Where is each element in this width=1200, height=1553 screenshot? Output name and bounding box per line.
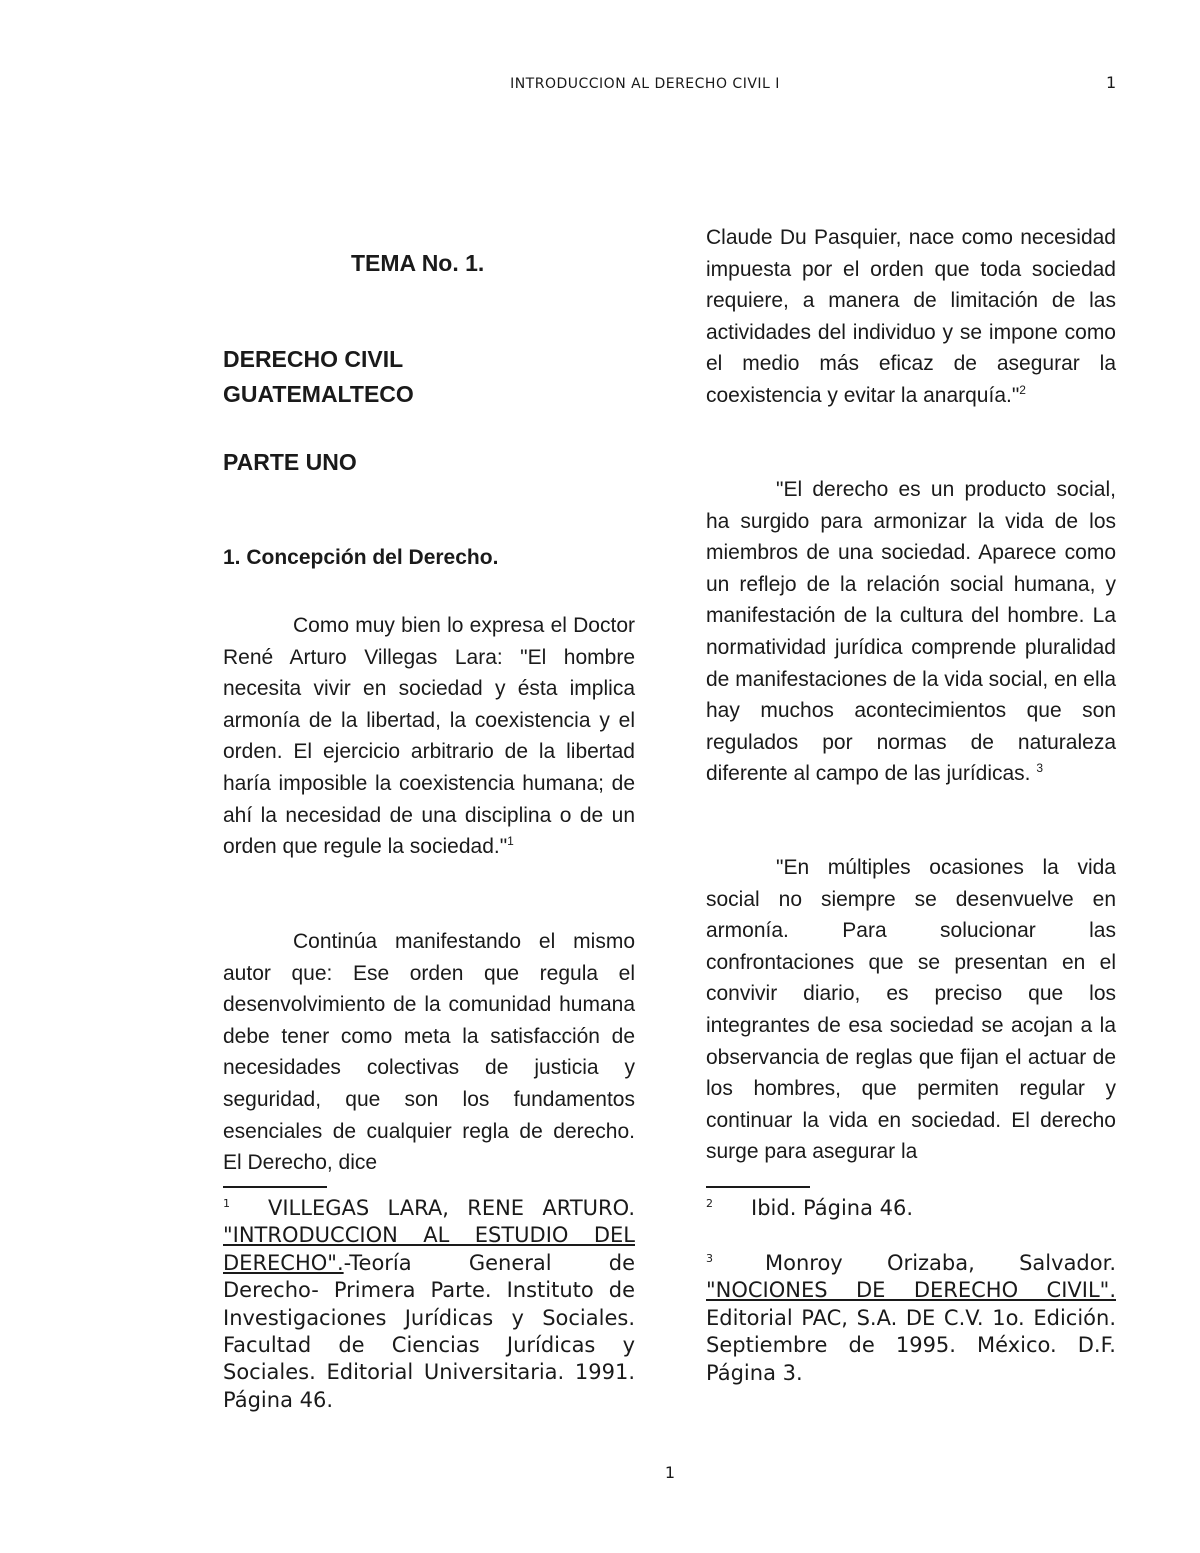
right-paragraph-2: "El derecho es un producto social, ha surgido para armonizar la vida de los miembros de una sociedad. Aparece como un reflejo de la relación social humana, y manifestación de la cultura del hombre. La normatividad jurídica comprende pluralidad de manifestaciones de la vida social, en ella hay muchos acontecimientos que son regulados por normas de naturaleza diferente al campo de las jurídicas. $^3$: [706, 478, 1116, 786]
footnote-3: $^3$ Monroy Orizaba, Salvador. "NOCIONES DE DERECHO CIVIL". Editorial PAC, S.A. DE C.V. 1o. Edición. Septiembre de 1995. México. D.F. Página 3.: [706, 1251, 1116, 1385]
footnote-1: $^1$ VILLEGAS LARA, RENE ARTURO. "INTRODUCCION AL ESTUDIO DEL DERECHO".-Teoría General de Derecho- Primera Parte. Instituto de Investigaciones Jurídicas y Sociales. Facultad de Ciencias Jurídicas y Sociales. Editorial Universitaria. 1991. Página 46.: [223, 1196, 635, 1412]
part-heading: PARTE UNO: [223, 449, 357, 475]
right-paragraph-1: Claude Du Pasquier, nace como necesidad impuesta por el orden que toda sociedad requiere, a manera de limitación de las actividades del individuo y se impone como el medio más eficaz de asegurar la coexistencia y evitar la anarquía."$^2$: [706, 226, 1116, 407]
footnote-ref-3[interactable]: 3: [1036, 761, 1044, 776]
left-paragraph-1: Como muy bien lo expresa el Doctor René Arturo Villegas Lara: "El hombre necesita vivir en sociedad y ésta implica armonía de la libertad, la coexistencia y el orden. El ejercicio arbitrario de la libertad haría imposible la coexistencia humana; de ahí la necesidad de una disciplina o de un orden que regule la sociedad."$^1$: [223, 614, 635, 859]
footer-page-number: 1: [664, 1463, 676, 1482]
right-paragraph-3: "En múltiples ocasiones la vida social no siempre se desenvuelve en armonía. Para solucionar las confrontaciones que se presentan en el convivir diario, es preciso que los integrantes de esa sociedad se acojan a la observancia de reglas que fijan el actuar de los hombres, que permiten regular y continuar la vida en sociedad. El derecho surge para asegurar la: [706, 856, 1116, 1164]
header-page-number: 1: [1106, 73, 1117, 92]
footnote-ref-2[interactable]: 2: [1019, 382, 1026, 397]
left-paragraph-2: Continúa manifestando el mismo autor que: Ese orden que regula el desenvolvimiento de la comunidad humana debe tener como meta la satisfacción de necesidades colectivas de justicia y seguridad, que son los fundamentos esenciales de cualquier regla de derecho. El Derecho, dice: [223, 930, 635, 1175]
footnote-separator: [223, 1186, 327, 1188]
title-line-1: DERECHO CIVIL: [223, 346, 404, 372]
footnote-2: $^2$ Ibid. Página 46.: [706, 1196, 914, 1220]
footnote-separator-right: [706, 1186, 810, 1188]
tema-heading: TEMA No. 1.: [351, 250, 485, 276]
section-heading: 1. Concepción del Derecho.: [223, 546, 499, 569]
footnote-ref-1[interactable]: 1: [507, 834, 514, 849]
title-line-2: GUATEMALTECO: [223, 381, 414, 407]
running-header-title: INTRODUCCION AL DERECHO CIVIL I: [510, 76, 780, 92]
